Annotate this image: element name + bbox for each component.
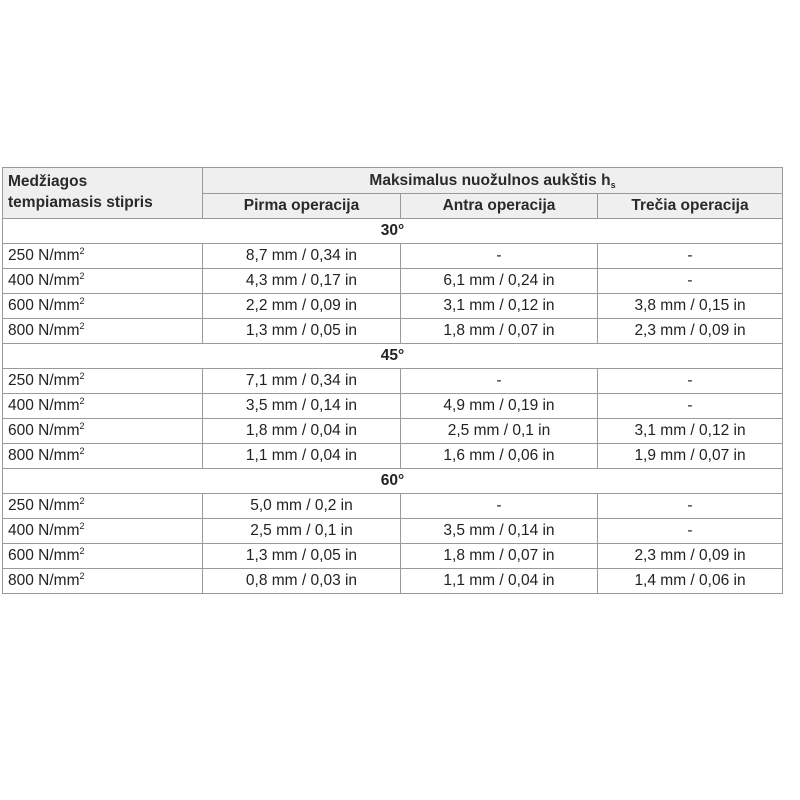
chamfer-height-cell: 3,8 mm / 0,15 in (598, 294, 783, 319)
section-row (3, 469, 783, 494)
table-row (3, 544, 783, 569)
table-row (3, 519, 783, 544)
strength-unit: N/mm (38, 447, 80, 464)
material-strength-cell (3, 394, 203, 419)
chamfer-height-cell: - (598, 369, 783, 394)
chamfer-height-cell: 1,3 mm / 0,05 in (203, 319, 401, 344)
strength-unit-superscript: 2 (79, 321, 85, 331)
chamfer-height-cell: 1,1 mm / 0,04 in (203, 444, 401, 469)
strength-value: 250 (8, 372, 39, 389)
material-strength-cell (3, 244, 203, 269)
chamfer-height-cell: 1,8 mm / 0,07 in (401, 544, 598, 569)
strength-unit-superscript: 2 (79, 246, 85, 256)
strength-unit: N/mm (38, 572, 80, 589)
strength-unit: N/mm (38, 247, 80, 264)
chamfer-height-cell: 3,5 mm / 0,14 in (203, 394, 401, 419)
material-strength-cell (3, 494, 203, 519)
material-strength-cell (3, 569, 203, 594)
chamfer-height-cell: 7,1 mm / 0,34 in (203, 369, 401, 394)
chamfer-height-cell: - (401, 494, 598, 519)
chamfer-height-cell: 2,5 mm / 0,1 in (401, 419, 598, 444)
row-header-line2: tempiamasis stipris (8, 194, 153, 211)
strength-unit-superscript: 2 (79, 521, 85, 531)
strength-unit: N/mm (38, 422, 80, 439)
material-strength-cell (3, 419, 203, 444)
strength-unit: N/mm (38, 397, 80, 414)
chamfer-height-cell: 0,8 mm / 0,03 in (203, 569, 401, 594)
strength-value: 400 (8, 397, 39, 414)
table-row (3, 319, 783, 344)
material-strength-cell (3, 519, 203, 544)
strength-unit: N/mm (38, 322, 80, 339)
strength-unit: N/mm (38, 297, 80, 314)
table-row (3, 269, 783, 294)
chamfer-height-cell: - (598, 494, 783, 519)
chamfer-height-cell: 3,1 mm / 0,12 in (401, 294, 598, 319)
strength-unit-superscript: 2 (79, 271, 85, 281)
group-header-max-chamfer-height (203, 168, 783, 194)
section-angle-label: 45° (3, 344, 783, 369)
row-header-material-strength (3, 168, 203, 219)
table-header-row (3, 168, 783, 194)
chamfer-height-cell: 3,5 mm / 0,14 in (401, 519, 598, 544)
chamfer-height-cell: 1,1 mm / 0,04 in (401, 569, 598, 594)
strength-unit-superscript: 2 (79, 396, 85, 406)
strength-unit: N/mm (38, 497, 80, 514)
material-strength-cell (3, 544, 203, 569)
strength-value: 600 (8, 547, 39, 564)
chamfer-height-cell: 5,0 mm / 0,2 in (203, 494, 401, 519)
strength-unit-superscript: 2 (79, 371, 85, 381)
strength-unit-superscript: 2 (79, 571, 85, 581)
chamfer-height-cell: 1,4 mm / 0,06 in (598, 569, 783, 594)
strength-unit: N/mm (38, 372, 80, 389)
material-strength-cell (3, 369, 203, 394)
strength-unit-superscript: 2 (79, 496, 85, 506)
chamfer-height-cell: - (401, 244, 598, 269)
table-row (3, 444, 783, 469)
strength-unit-superscript: 2 (79, 546, 85, 556)
chamfer-height-cell: 6,1 mm / 0,24 in (401, 269, 598, 294)
chamfer-height-cell: 2,2 mm / 0,09 in (203, 294, 401, 319)
strength-value: 400 (8, 272, 39, 289)
strength-value: 800 (8, 322, 39, 339)
table-row (3, 494, 783, 519)
strength-value: 800 (8, 572, 39, 589)
strength-value: 600 (8, 422, 39, 439)
chamfer-height-cell: 2,3 mm / 0,09 in (598, 544, 783, 569)
chamfer-height-cell: - (598, 269, 783, 294)
table-row (3, 244, 783, 269)
column-header-third-operation: Trečia operacija (598, 194, 783, 219)
chamfer-height-cell: 1,3 mm / 0,05 in (203, 544, 401, 569)
strength-value: 600 (8, 297, 39, 314)
chamfer-height-cell: - (598, 519, 783, 544)
material-strength-cell (3, 319, 203, 344)
table-row (3, 419, 783, 444)
chamfer-height-cell: 4,9 mm / 0,19 in (401, 394, 598, 419)
chamfer-height-cell: - (598, 244, 783, 269)
chamfer-height-cell: 4,3 mm / 0,17 in (203, 269, 401, 294)
strength-unit-superscript: 2 (79, 296, 85, 306)
chamfer-height-cell: 1,6 mm / 0,06 in (401, 444, 598, 469)
group-header-subscript: s (610, 179, 616, 190)
strength-unit: N/mm (38, 522, 80, 539)
strength-value: 400 (8, 522, 39, 539)
column-header-first-operation: Pirma operacija (203, 194, 401, 219)
table-row (3, 369, 783, 394)
chamfer-height-cell: 2,3 mm / 0,09 in (598, 319, 783, 344)
chamfer-height-table (2, 167, 783, 594)
section-angle-label: 60° (3, 469, 783, 494)
chamfer-height-cell: 1,9 mm / 0,07 in (598, 444, 783, 469)
chamfer-height-cell: 8,7 mm / 0,34 in (203, 244, 401, 269)
chamfer-height-cell: - (401, 369, 598, 394)
table-body (3, 219, 783, 594)
group-header-text: Maksimalus nuožulnos aukštis h (369, 171, 611, 189)
table-row (3, 394, 783, 419)
material-strength-cell (3, 269, 203, 294)
table-row (3, 569, 783, 594)
strength-unit: N/mm (38, 272, 80, 289)
strength-unit: N/mm (38, 547, 80, 564)
strength-value: 800 (8, 447, 39, 464)
chamfer-height-cell: 2,5 mm / 0,1 in (203, 519, 401, 544)
strength-unit-superscript: 2 (79, 446, 85, 456)
section-angle-label: 30° (3, 219, 783, 244)
chamfer-height-cell: - (598, 394, 783, 419)
chamfer-height-cell: 1,8 mm / 0,04 in (203, 419, 401, 444)
section-row (3, 344, 783, 369)
strength-unit-superscript: 2 (79, 421, 85, 431)
chamfer-height-cell: 3,1 mm / 0,12 in (598, 419, 783, 444)
column-header-second-operation: Antra operacija (401, 194, 598, 219)
chamfer-height-cell: 1,8 mm / 0,07 in (401, 319, 598, 344)
section-row (3, 219, 783, 244)
strength-value: 250 (8, 497, 39, 514)
row-header-line1: Medžiagos (8, 173, 88, 190)
material-strength-cell (3, 444, 203, 469)
material-strength-cell (3, 294, 203, 319)
strength-value: 250 (8, 247, 39, 264)
table-row (3, 294, 783, 319)
